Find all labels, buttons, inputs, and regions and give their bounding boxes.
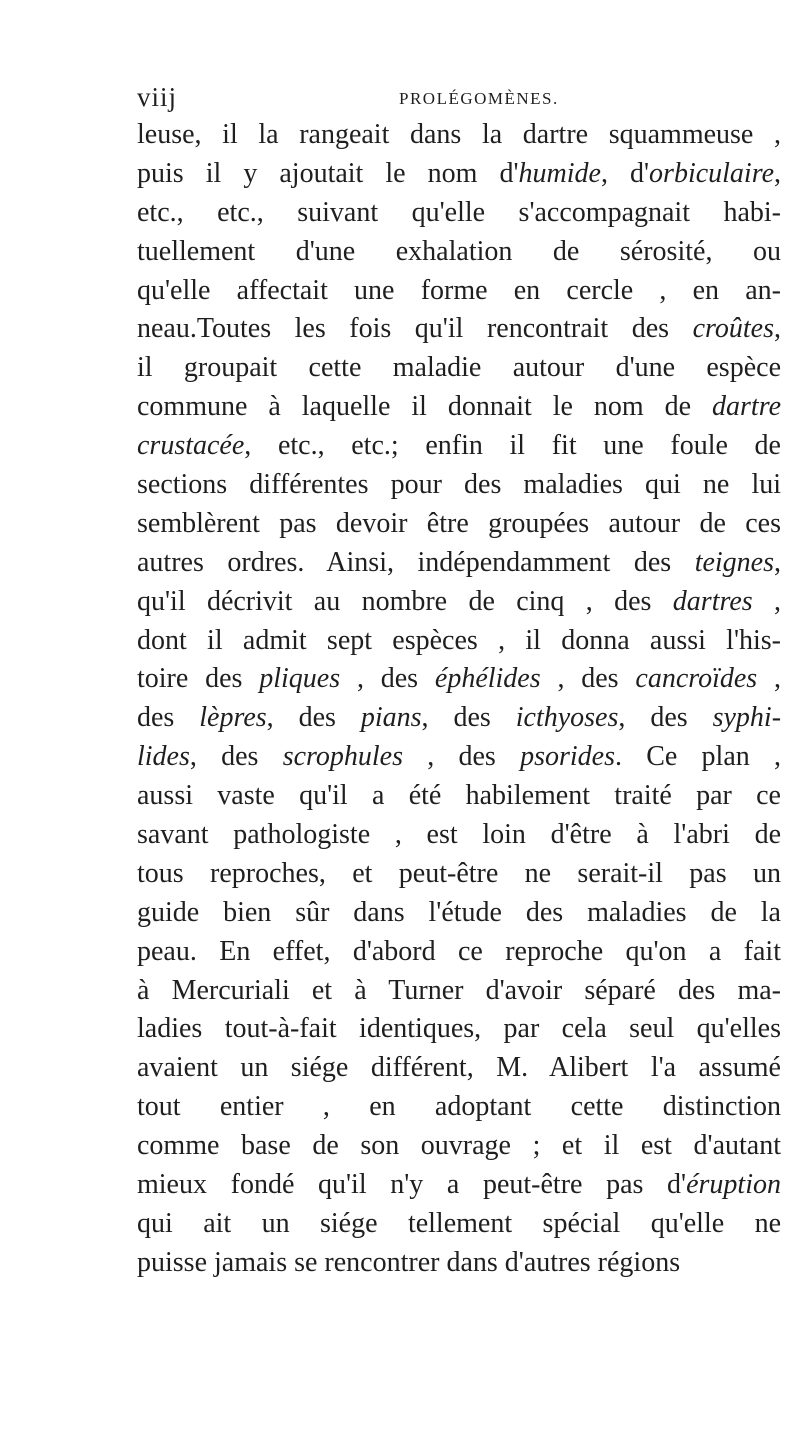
text-line: [137, 388, 781, 427]
text-run: . Ce plan ,: [614, 741, 782, 773]
text-run: peau. En effet, d'abord ce reproche qu'on a fait: [137, 935, 781, 967]
text-run: etc., etc., suivant qu'elle s'accompagnait habi-: [137, 196, 781, 228]
italic-term: orbiculaire: [649, 157, 774, 189]
text-run: qu'il décrivit au nombre de cinq , des: [137, 585, 673, 617]
text-line: [137, 155, 781, 194]
text-run: ,: [752, 585, 781, 617]
text-run: avaient un siége différent, M. Alibert l'a assumé: [137, 1052, 781, 1084]
text-run: savant pathologiste , est loin d'être à l'abri de: [137, 819, 781, 851]
text-run: tuellement d'une exhalation de sérosité, ou: [137, 235, 781, 267]
text-run: toire des: [137, 663, 260, 695]
text-run: semblèrent pas devoir être groupées autour de ces: [137, 507, 781, 539]
text-run: autres ordres. Ainsi, indépendamment des: [137, 546, 695, 578]
text-line: [137, 427, 781, 466]
italic-term: scrophules: [282, 741, 403, 773]
text-run: ,: [774, 313, 781, 345]
italic-term: lides: [137, 741, 190, 773]
text-line: [137, 583, 781, 622]
text-line: [137, 1049, 781, 1088]
running-head-title: PROLÉGOMÈNES.: [399, 89, 559, 108]
text-line: [137, 466, 781, 505]
text-run: guide bien sûr dans l'étude des maladies de la: [137, 896, 781, 928]
text-line: [137, 816, 781, 855]
italic-term: dartre: [712, 391, 781, 423]
text-line: [137, 933, 781, 972]
text-run: qui ait un siége tellement spécial qu'elle ne: [137, 1207, 781, 1239]
text-run: qu'elle affectait une forme en cercle , en an-: [137, 274, 781, 306]
text-line: [137, 194, 781, 233]
italic-term: psorides: [520, 741, 615, 773]
text-run: des: [137, 702, 200, 734]
text-run: , etc., etc.; enfin il fit une foule de: [244, 430, 781, 462]
text-line: [137, 1166, 781, 1205]
text-run: neau.Toutes les fois qu'il rencontrait des: [137, 313, 693, 345]
text-line: [137, 272, 781, 311]
text-line: [137, 855, 781, 894]
text-run: mieux fondé qu'il n'y a peut-être pas d': [137, 1169, 687, 1201]
text-run: , des: [421, 702, 516, 734]
text-run: , des: [266, 702, 361, 734]
running-head: [137, 82, 777, 116]
text-line: [137, 1127, 781, 1166]
text-line: [137, 116, 781, 155]
text-line: [137, 660, 781, 699]
body-text: [137, 116, 781, 1283]
text-run: , des: [403, 741, 521, 773]
italic-term: croûtes: [692, 313, 774, 345]
italic-term: humide: [518, 157, 601, 189]
text-run: puisse jamais se rencontrer dans d'autres régions: [137, 1246, 681, 1278]
text-run: , des: [189, 741, 283, 773]
italic-term: pliques: [259, 663, 341, 695]
text-run: tous reproches, et peut-être ne serait-il pas un: [137, 857, 781, 889]
italic-term: éphélides: [434, 663, 541, 695]
italic-term: cancroïdes: [635, 663, 758, 695]
italic-term: éruption: [686, 1169, 781, 1201]
italic-term: teignes: [694, 546, 774, 578]
italic-term: syphi-: [712, 702, 782, 734]
text-run: à Mercuriali et à Turner d'avoir séparé des ma-: [137, 974, 781, 1006]
text-line: [137, 1088, 781, 1127]
text-run: tout entier , en adoptant cette distinction: [137, 1091, 781, 1123]
page-number: viij: [137, 82, 178, 112]
text-line: [137, 233, 781, 272]
text-line: [137, 622, 781, 661]
italic-term: dartres: [672, 585, 753, 617]
text-run: comme base de son ouvrage ; et il est d'autant: [137, 1130, 781, 1162]
text-line: [137, 699, 781, 738]
text-line: [137, 777, 781, 816]
text-line: [137, 544, 781, 583]
text-line: [137, 894, 781, 933]
text-line: [137, 1205, 781, 1244]
text-line: [137, 1010, 781, 1049]
text-line: [137, 972, 781, 1011]
text-line: [137, 505, 781, 544]
text-run: aussi vaste qu'il a été habilement traité par ce: [137, 780, 781, 812]
text-run: ladies tout-à-fait identiques, par cela seul qu'elles: [137, 1013, 781, 1045]
text-run: dont il admit sept espèces , il donna aussi l'his-: [137, 624, 781, 656]
italic-term: pians: [360, 702, 422, 734]
text-run: commune à laquelle il donnait le nom de: [137, 391, 713, 423]
text-run: il groupait cette maladie autour d'une espèce: [137, 352, 781, 384]
text-line: [137, 310, 781, 349]
text-line: [137, 738, 781, 777]
text-run: leuse, il la rangeait dans la dartre squammeuse ,: [137, 119, 781, 150]
text-line: [137, 349, 781, 388]
text-run: ,: [757, 663, 782, 695]
text-line: [137, 1244, 781, 1283]
text-run: ,: [774, 157, 781, 189]
italic-term: lèpres: [199, 702, 267, 734]
text-run: , des: [340, 663, 435, 695]
text-run: , des: [618, 702, 713, 734]
text-run: ,: [774, 546, 781, 578]
italic-term: crustacée: [137, 430, 245, 462]
text-run: puis il y ajoutait le nom d': [137, 157, 519, 189]
text-run: , d': [600, 157, 650, 189]
italic-term: icthyoses: [515, 702, 619, 734]
text-run: , des: [540, 663, 636, 695]
text-run: sections différentes pour des maladies qui ne lui: [137, 469, 781, 501]
